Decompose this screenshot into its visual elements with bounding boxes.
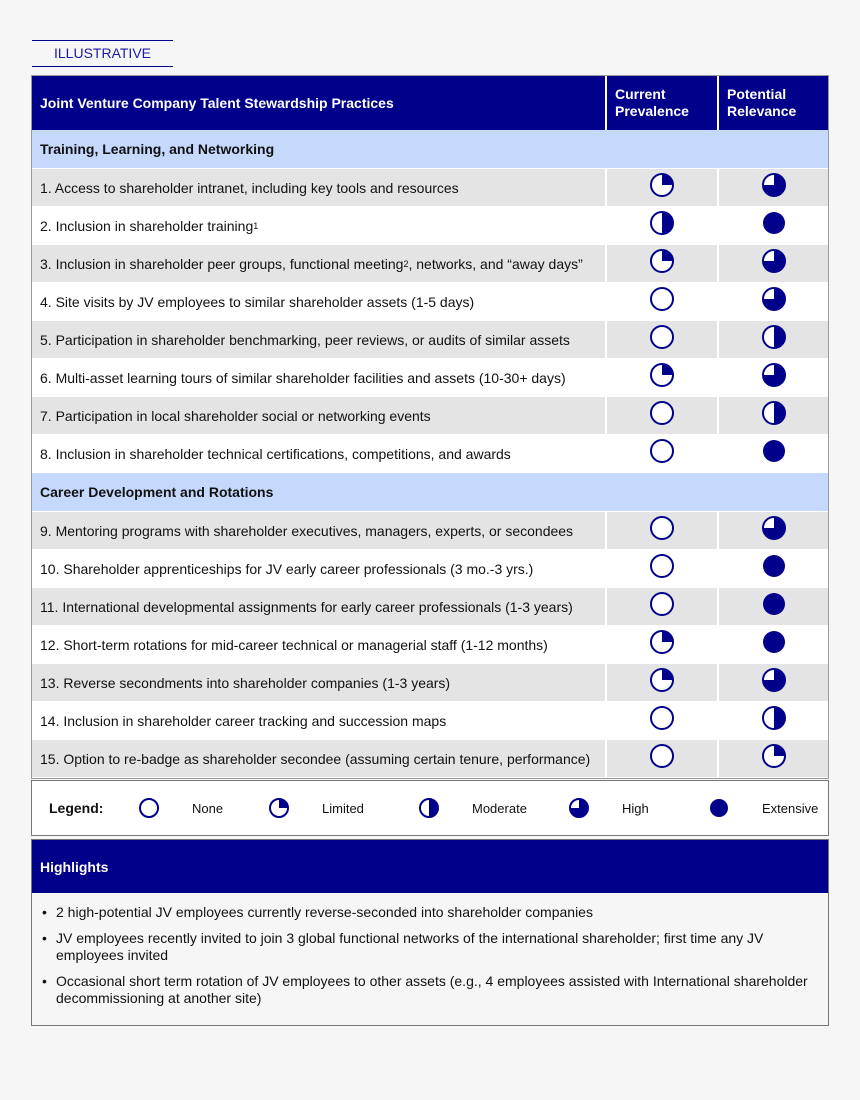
practice-label — [32, 512, 605, 549]
practice-text: 14. Inclusion in shareholder career tracking and succession maps — [40, 712, 447, 729]
matrix-header — [32, 76, 828, 130]
legend-item-extensive — [708, 797, 828, 819]
table-row — [32, 321, 828, 359]
table-row — [32, 245, 828, 283]
high-harvey-ball-icon — [761, 248, 787, 279]
legend — [31, 780, 829, 836]
practice-label — [32, 550, 605, 587]
none-harvey-ball-icon — [649, 400, 675, 431]
moderate-harvey-ball-icon — [761, 705, 787, 736]
current-prevalence-cell — [605, 321, 717, 358]
table-row — [32, 359, 828, 397]
practice-label — [32, 702, 605, 739]
table-row — [32, 207, 828, 245]
current-prevalence-header: Current Prevalence — [605, 76, 717, 130]
limited-harvey-ball-icon — [268, 797, 306, 819]
none-harvey-ball-icon — [649, 705, 675, 736]
practice-label — [32, 664, 605, 701]
practice-label — [32, 588, 605, 625]
extensive-harvey-ball-icon — [761, 210, 787, 241]
legend-items — [138, 797, 828, 819]
legend-label: Moderate — [472, 800, 527, 816]
current-prevalence-cell — [605, 359, 717, 396]
potential-relevance-cell — [717, 740, 828, 777]
current-prevalence-cell — [605, 702, 717, 739]
limited-harvey-ball-icon — [761, 743, 787, 774]
practice-text: 4. Site visits by JV employees to similar shareholder assets (1-5 days) — [40, 293, 475, 310]
none-harvey-ball-icon — [649, 286, 675, 317]
current-prevalence-cell — [605, 283, 717, 320]
none-harvey-ball-icon — [138, 797, 176, 819]
potential-relevance-cell — [717, 321, 828, 358]
potential-relevance-cell — [717, 359, 828, 396]
practice-text: 11. International developmental assignments for early career professionals (1-3 years) — [40, 598, 573, 615]
current-prevalence-cell — [605, 245, 717, 282]
practice-text: 2. Inclusion in shareholder training — [40, 217, 254, 234]
practice-text: 7. Participation in local shareholder social or networking events — [40, 407, 431, 424]
legend-title: Legend: — [49, 800, 104, 816]
legend-item-high — [568, 797, 708, 819]
practice-text: 13. Reverse secondments into shareholder companies (1-3 years) — [40, 674, 451, 691]
table-row — [32, 397, 828, 435]
matrix-title: Joint Venture Company Talent Stewardship Practices — [40, 95, 394, 111]
high-harvey-ball-icon — [761, 515, 787, 546]
section-header: Training, Learning, and Networking — [32, 130, 828, 169]
table-row — [32, 626, 828, 664]
extensive-harvey-ball-icon — [761, 438, 787, 469]
potential-relevance-cell — [717, 588, 828, 625]
extensive-harvey-ball-icon — [761, 553, 787, 584]
legend-item-none — [138, 797, 268, 819]
table-row — [32, 740, 828, 778]
current-prevalence-cell — [605, 664, 717, 701]
legend-item-limited — [268, 797, 418, 819]
table-row — [32, 550, 828, 588]
practice-label — [32, 169, 605, 206]
high-harvey-ball-icon — [568, 797, 606, 819]
current-prevalence-cell — [605, 169, 717, 206]
highlights-panel — [31, 839, 829, 1026]
extensive-harvey-ball-icon — [708, 797, 746, 819]
potential-relevance-cell — [717, 550, 828, 587]
potential-relevance-cell — [717, 169, 828, 206]
moderate-harvey-ball-icon — [649, 210, 675, 241]
none-harvey-ball-icon — [649, 553, 675, 584]
high-harvey-ball-icon — [761, 362, 787, 393]
high-harvey-ball-icon — [761, 667, 787, 698]
potential-relevance-cell — [717, 245, 828, 282]
none-harvey-ball-icon — [649, 438, 675, 469]
limited-harvey-ball-icon — [649, 629, 675, 660]
highlight-item: • JV employees recently invited to join 3 global functional networks of the international shareholder; first time any JV employees invited — [42, 930, 814, 964]
matrix-body — [32, 130, 828, 778]
limited-harvey-ball-icon — [649, 667, 675, 698]
practice-label — [32, 321, 605, 358]
potential-relevance-cell — [717, 397, 828, 434]
highlight-item: • 2 high-potential JV employees currently reverse-seconded into shareholder companies — [42, 904, 814, 921]
practice-text-continued: , networks, and “away days” — [408, 255, 583, 272]
moderate-harvey-ball-icon — [418, 797, 456, 819]
high-harvey-ball-icon — [761, 286, 787, 317]
extensive-harvey-ball-icon — [761, 629, 787, 660]
practice-text: 12. Short-term rotations for mid-career technical or managerial staff (1-12 months) — [40, 636, 548, 653]
current-prevalence-cell — [605, 435, 717, 472]
practice-label — [32, 435, 605, 472]
legend-label: Limited — [322, 800, 364, 816]
moderate-harvey-ball-icon — [761, 400, 787, 431]
practice-label — [32, 283, 605, 320]
practice-label — [32, 626, 605, 663]
table-row — [32, 283, 828, 321]
legend-label: Extensive — [762, 800, 819, 816]
moderate-harvey-ball-icon — [761, 324, 787, 355]
table-row — [32, 512, 828, 550]
highlights-title: Highlights — [32, 840, 828, 893]
high-harvey-ball-icon — [761, 172, 787, 203]
current-prevalence-cell — [605, 588, 717, 625]
table-row — [32, 435, 828, 473]
none-harvey-ball-icon — [649, 591, 675, 622]
practice-text: 10. Shareholder apprenticeships for JV early career professionals (3 mo.-3 yrs.) — [40, 560, 534, 577]
section-header: Career Development and Rotations — [32, 473, 828, 512]
table-row — [32, 588, 828, 626]
current-prevalence-cell — [605, 740, 717, 777]
current-prevalence-cell — [605, 397, 717, 434]
table-row — [32, 702, 828, 740]
practice-label: 2. Inclusion in shareholder training 1 — [32, 207, 605, 244]
current-prevalence-cell — [605, 207, 717, 244]
highlights-list — [32, 893, 828, 1007]
current-prevalence-cell — [605, 626, 717, 663]
practices-matrix — [31, 75, 829, 779]
potential-relevance-cell — [717, 207, 828, 244]
current-prevalence-cell — [605, 550, 717, 587]
practice-label — [32, 397, 605, 434]
legend-label: High — [622, 800, 649, 816]
highlight-item: • Occasional short term rotation of JV employees to other assets (e.g., 4 employees assisted with International shareholder decommissioning at another site) — [42, 973, 814, 1007]
table-row — [32, 664, 828, 702]
potential-relevance-header: Potential Relevance — [717, 76, 828, 130]
practice-label: 3. Inclusion in shareholder peer groups, functional meeting 2 , networks, and “away days” — [32, 245, 605, 282]
limited-harvey-ball-icon — [649, 248, 675, 279]
practice-text: 15. Option to re-badge as shareholder secondee (assuming certain tenure, performance) — [40, 750, 591, 767]
practice-label — [32, 359, 605, 396]
legend-item-moderate — [418, 797, 568, 819]
practice-text: 1. Access to shareholder intranet, including key tools and resources — [40, 179, 459, 196]
practice-text: 6. Multi-asset learning tours of similar shareholder facilities and assets (10-30+ days) — [40, 369, 566, 386]
limited-harvey-ball-icon — [649, 172, 675, 203]
extensive-harvey-ball-icon — [761, 591, 787, 622]
practice-text: 8. Inclusion in shareholder technical certifications, competitions, and awards — [40, 445, 511, 462]
none-harvey-ball-icon — [649, 324, 675, 355]
practice-label — [32, 740, 605, 777]
limited-harvey-ball-icon — [649, 362, 675, 393]
potential-relevance-cell — [717, 702, 828, 739]
practice-text: 9. Mentoring programs with shareholder executives, managers, experts, or secondees — [40, 522, 574, 539]
potential-relevance-cell — [717, 626, 828, 663]
potential-relevance-cell — [717, 435, 828, 472]
practice-text: 5. Participation in shareholder benchmarking, peer reviews, or audits of similar assets — [40, 331, 570, 348]
none-harvey-ball-icon — [649, 515, 675, 546]
current-prevalence-cell — [605, 512, 717, 549]
table-row — [32, 169, 828, 207]
illustrative-tag: ILLUSTRATIVE — [32, 40, 173, 67]
practice-text: 3. Inclusion in shareholder peer groups, functional meeting — [40, 255, 404, 272]
none-harvey-ball-icon — [649, 743, 675, 774]
potential-relevance-cell — [717, 512, 828, 549]
legend-label: None — [192, 800, 224, 816]
potential-relevance-cell — [717, 283, 828, 320]
potential-relevance-cell — [717, 664, 828, 701]
